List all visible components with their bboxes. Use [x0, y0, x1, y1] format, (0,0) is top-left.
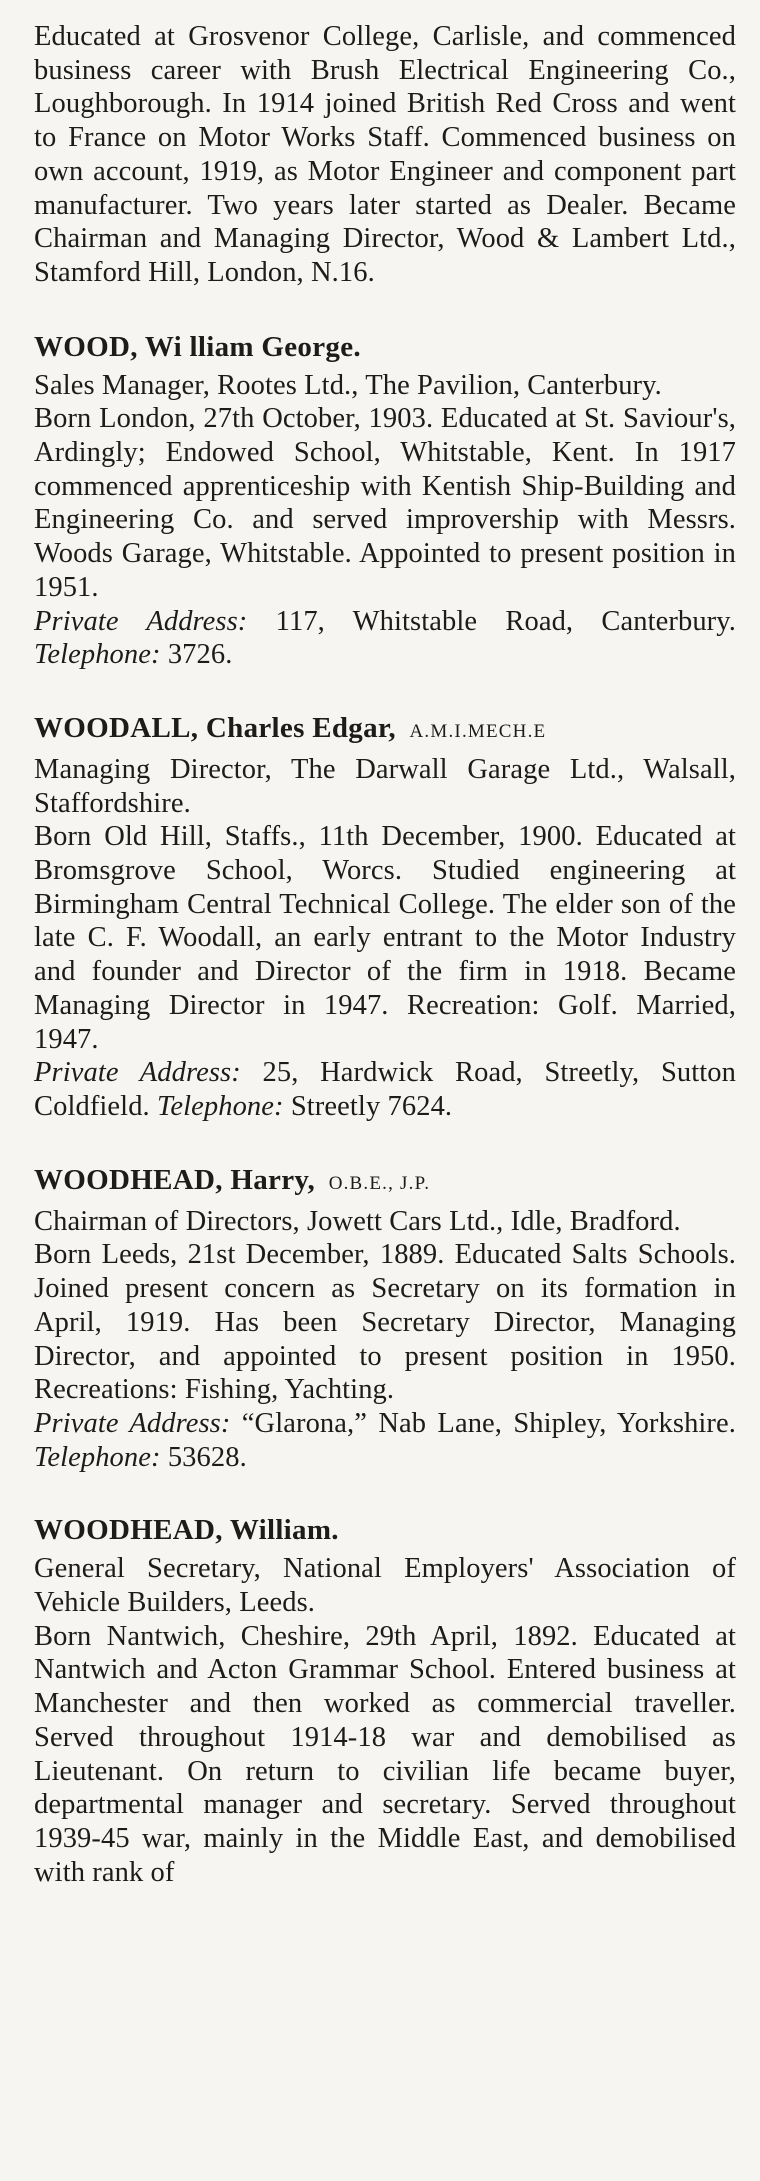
entry-forenames: Charles Edgar,: [205, 711, 396, 744]
entry-body: [34, 753, 736, 1124]
entry-heading: [34, 1163, 736, 1201]
entry-surname: WOODHEAD,: [34, 1163, 223, 1196]
entry-biography: Born Leeds, 21st December, 1889. Educated Salts Schools. Joined present concern as Secretary on its formation in April, 1919. Has been Secretary Director, Managing Director, and appointed to present position in 1950. Recreations: Fishing, Yachting.: [34, 1239, 736, 1406]
address-label: Private Address:: [34, 1057, 241, 1089]
entry-position: General Secretary, National Employers' Association of Vehicle Builders, Leeds.: [34, 1553, 736, 1619]
entry-address: 25, Hardwick Road, Streetly, Sutton Coldfield.: [34, 1057, 736, 1122]
entry-woodhead-william: [34, 1513, 736, 1889]
telephone-label: Telephone:: [157, 1090, 284, 1122]
entry-position: Sales Manager, Rootes Ltd., The Pavilion, Canterbury.: [34, 369, 662, 401]
text-column: [34, 20, 736, 1928]
entry-biography: Born Old Hill, Staffs., 11th December, 1900. Educated at Bromsgrove School, Worcs. Studied engineering at Birmingham Central Technical College. The elder son of the late C. F. Woodall, an early entrant to the Motor Industry and founder and Director of the firm in 1918. Became Managing Director in 1947. Recreation: Golf. Married, 1947.: [34, 821, 736, 1055]
entry-honours: O.B.E., J.P.: [328, 1172, 431, 1194]
telephone-label: Telephone:: [34, 639, 161, 671]
entry-address: “Glarona,” Nab Lane, Shipley, Yorkshire.: [241, 1407, 736, 1439]
entry-woodall-charles-edgar: [34, 711, 736, 1124]
entry-wood-william-george: [34, 330, 736, 672]
entry-forenames: William.: [229, 1514, 339, 1547]
address-label: Private Address:: [34, 1407, 231, 1439]
entry-surname: WOODALL,: [34, 711, 199, 744]
entry-telephone: 53628.: [167, 1441, 247, 1473]
entry-surname: WOODHEAD,: [34, 1514, 223, 1547]
entry-forenames: Wi lliam George.: [144, 330, 361, 363]
entry-position: Chairman of Directors, Jowett Cars Ltd., Idle, Bradford.: [34, 1205, 681, 1237]
entry-biography: Born London, 27th October, 1903. Educated at St. Saviour's, Ardingly; Endowed School, Whitstable, Kent. In 1917 commenced apprenticeship with Kentish Ship-Building and Engineering Co. and served improvership with Messrs. Woods Garage, Whitstable. Appointed to present position in 1951.: [34, 403, 736, 603]
entry-honours: A.M.I.MECH.E: [409, 720, 547, 742]
entry-biography: Born Nantwich, Cheshire, 29th April, 1892. Educated at Nantwich and Acton Grammar School. Entered business at Manchester and then worked as commercial traveller. Served throughout 1914-18 war and demobilised as Lieutenant. On return to civilian life became buyer, departmental manager and secretary. Served throughout 1939-45 war, mainly in the Middle East, and demobilised with rank of: [34, 1620, 736, 1888]
entry-heading: [34, 1513, 736, 1548]
intro-paragraph: Educated at Grosvenor College, Carlisle, and commenced business career with Brush Electrical Engineering Co., Loughborough. In 1914 joined British Red Cross and went to France on Motor Works Staff. Commenced business on own account, 1919, as Motor Engineer and component part manufacturer. Two years later started as Dealer. Became Chairman and Managing Director, Wood & Lambert Ltd., Stamford Hill, London, N.16.: [34, 21, 736, 288]
entry-address: 117, Whitstable Road, Canterbury.: [275, 605, 736, 637]
entry-forenames: Harry,: [230, 1163, 316, 1196]
entry-woodhead-harry: [34, 1163, 736, 1475]
entry-body: [34, 1205, 736, 1475]
entry-telephone: 3726.: [167, 639, 233, 671]
address-label: Private Address:: [34, 605, 248, 637]
entry-position: Managing Director, The Darwall Garage Ltd., Walsall, Staffordshire.: [34, 753, 736, 819]
entry-telephone: Streetly 7624.: [290, 1090, 453, 1122]
telephone-label: Telephone:: [34, 1441, 161, 1473]
entry-surname: WOOD,: [34, 330, 138, 363]
entry-heading: [34, 330, 736, 365]
entry-body: [34, 1552, 736, 1889]
entry-body: [34, 369, 736, 672]
entry-heading: [34, 711, 736, 749]
